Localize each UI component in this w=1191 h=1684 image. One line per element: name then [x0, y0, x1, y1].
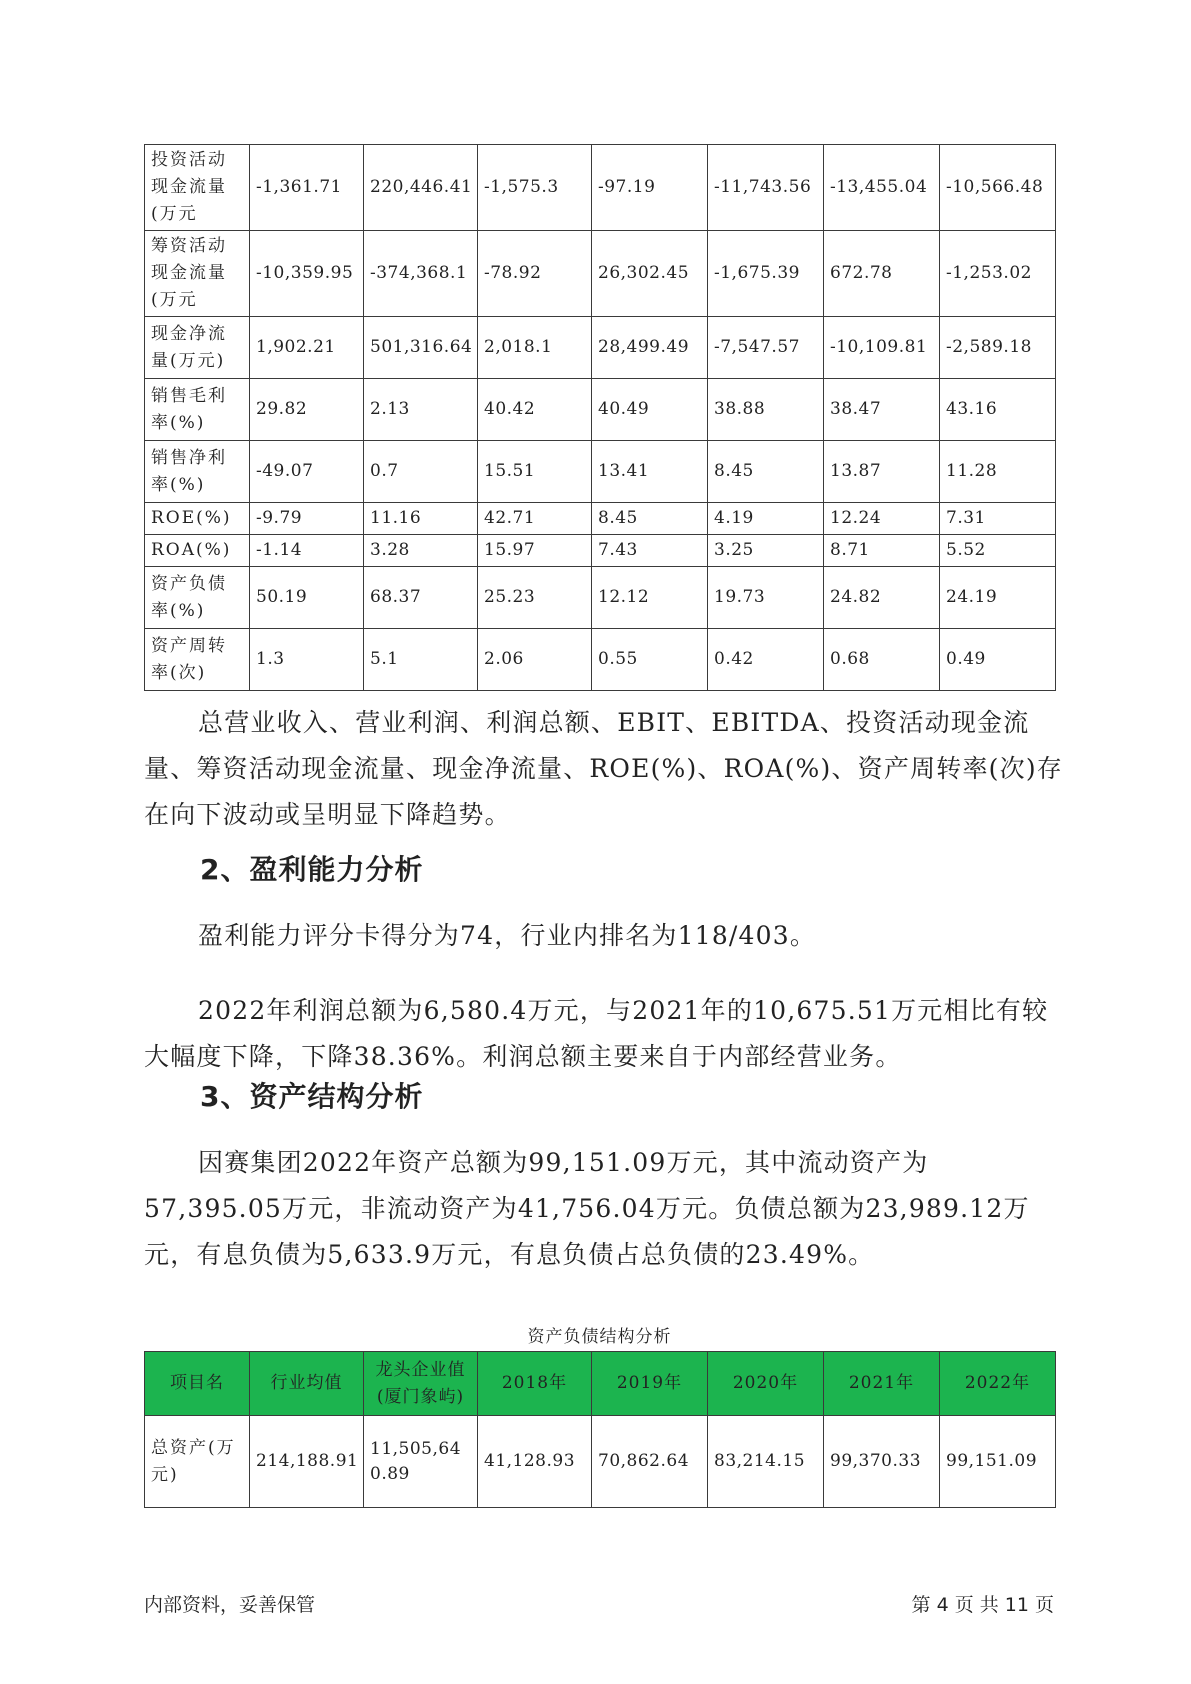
cell-value: 99,370.33 [824, 1416, 940, 1508]
metric-value: 19.73 [708, 567, 824, 629]
metrics-row [145, 317, 1056, 379]
column-header: 2021年 [824, 1352, 940, 1416]
profit-total-text: 2022年利润总额为6,580.4万元，与2021年的10,675.51万元相比有较大幅度下降，下降38.36%。利润总额主要来自于内部经营业务。 [144, 996, 1049, 1071]
metric-value: 8.45 [708, 441, 824, 503]
metric-value: 68.37 [364, 567, 478, 629]
trend-paragraph [144, 700, 1064, 838]
metric-value: 1.3 [250, 629, 364, 691]
metric-label: ROE(%) [145, 503, 250, 535]
column-header: 项目名 [145, 1352, 250, 1416]
metric-value: 3.28 [364, 535, 478, 567]
metric-value: -7,547.57 [708, 317, 824, 379]
metric-value: -374,368.1 [364, 231, 478, 317]
metric-value: 2,018.1 [478, 317, 592, 379]
column-header: 2018年 [478, 1352, 592, 1416]
metric-value: 42.71 [478, 503, 592, 535]
metric-label: 资产周转率(次) [145, 629, 250, 691]
metric-value: 13.41 [592, 441, 708, 503]
metric-value: -1,675.39 [708, 231, 824, 317]
metric-value: -13,455.04 [824, 145, 940, 231]
footer-confidential-note: 内部资料，妥善保管 [144, 1594, 316, 1616]
metric-value: 0.55 [592, 629, 708, 691]
metric-value: 13.87 [824, 441, 940, 503]
metric-value: 28,499.49 [592, 317, 708, 379]
metric-value: -10,359.95 [250, 231, 364, 317]
metrics-row [145, 379, 1056, 441]
metric-label: 投资活动现金流量(万元 [145, 145, 250, 231]
table-caption: 资产负债结构分析 [527, 1327, 672, 1347]
metric-value: 0.7 [364, 441, 478, 503]
metric-value: 24.82 [824, 567, 940, 629]
section-heading-asset-structure: 3、资产结构分析 [200, 1080, 424, 1113]
metric-value: 15.51 [478, 441, 592, 503]
cell-value: 41,128.93 [478, 1416, 592, 1508]
column-header: 2019年 [592, 1352, 708, 1416]
metrics-row [145, 503, 1056, 535]
metric-value: 43.16 [940, 379, 1056, 441]
metric-value: 8.45 [592, 503, 708, 535]
metric-value: 7.43 [592, 535, 708, 567]
metrics-row [145, 629, 1056, 691]
table-header-row [145, 1352, 1056, 1416]
profitability-score-paragraph [144, 913, 1064, 959]
column-header: 龙头企业值(厦门象屿) [364, 1352, 478, 1416]
metrics-row [145, 145, 1056, 231]
asset-structure-paragraph [144, 1140, 1064, 1278]
balance-structure-table [144, 1351, 1056, 1508]
metric-value: -1,575.3 [478, 145, 592, 231]
profit-total-paragraph [144, 988, 1064, 1080]
metric-value: 0.49 [940, 629, 1056, 691]
cell-value: 83,214.15 [708, 1416, 824, 1508]
metric-value: -9.79 [250, 503, 364, 535]
cell-value: 214,188.91 [250, 1416, 364, 1508]
metrics-row [145, 535, 1056, 567]
metric-value: 26,302.45 [592, 231, 708, 317]
metric-value: -2,589.18 [940, 317, 1056, 379]
metric-value: 15.97 [478, 535, 592, 567]
metric-value: 220,446.41 [364, 145, 478, 231]
metric-label: 销售净利率(%) [145, 441, 250, 503]
metric-value: -10,566.48 [940, 145, 1056, 231]
column-header: 2022年 [940, 1352, 1056, 1416]
metric-value: 0.68 [824, 629, 940, 691]
metric-value: -78.92 [478, 231, 592, 317]
metric-value: 3.25 [708, 535, 824, 567]
column-header: 行业均值 [250, 1352, 364, 1416]
metric-value: 2.13 [364, 379, 478, 441]
metric-value: 4.19 [708, 503, 824, 535]
metric-value: -49.07 [250, 441, 364, 503]
metric-value: -1.14 [250, 535, 364, 567]
metric-value: 5.52 [940, 535, 1056, 567]
metrics-row [145, 567, 1056, 629]
metric-label: 销售毛利率(%) [145, 379, 250, 441]
metric-label: 现金净流量(万元) [145, 317, 250, 379]
metrics-row [145, 231, 1056, 317]
metric-value: -97.19 [592, 145, 708, 231]
metric-value: 5.1 [364, 629, 478, 691]
metric-value: 24.19 [940, 567, 1056, 629]
metric-value: 8.71 [824, 535, 940, 567]
metric-value: -1,253.02 [940, 231, 1056, 317]
cell-value: 11,505,640.89 [364, 1416, 478, 1508]
metric-value: 1,902.21 [250, 317, 364, 379]
footer-page-number: 第 4 页 共 11 页 [911, 1594, 1054, 1616]
metric-value: 40.42 [478, 379, 592, 441]
column-header: 2020年 [708, 1352, 824, 1416]
metric-value: 40.49 [592, 379, 708, 441]
metric-value: 672.78 [824, 231, 940, 317]
row-label: 总资产(万元) [145, 1416, 250, 1508]
metric-value: -10,109.81 [824, 317, 940, 379]
metric-value: 38.88 [708, 379, 824, 441]
cell-value: 70,862.64 [592, 1416, 708, 1508]
metric-value: 29.82 [250, 379, 364, 441]
metric-label: 筹资活动现金流量(万元 [145, 231, 250, 317]
section-heading-profitability: 2、盈利能力分析 [200, 853, 424, 886]
metric-value: 50.19 [250, 567, 364, 629]
financial-metrics-table [144, 144, 1056, 691]
metric-value: -1,361.71 [250, 145, 364, 231]
cell-value: 99,151.09 [940, 1416, 1056, 1508]
metric-value: 11.16 [364, 503, 478, 535]
metric-label: ROA(%) [145, 535, 250, 567]
balance-row [145, 1416, 1056, 1508]
metric-value: -11,743.56 [708, 145, 824, 231]
metric-value: 501,316.64 [364, 317, 478, 379]
profitability-score-text: 盈利能力评分卡得分为74，行业内排名为118/403。 [198, 921, 817, 950]
metric-value: 11.28 [940, 441, 1056, 503]
trend-paragraph-text: 总营业收入、营业利润、利润总额、EBIT、EBITDA、投资活动现金流量、筹资活动现金流量、现金净流量、ROE(%)、ROA(%)、资产周转率(次)存在向下波动或呈明显下降趋势。 [144, 708, 1063, 829]
balance-structure-table-body [145, 1352, 1056, 1508]
metric-label: 资产负债率(%) [145, 567, 250, 629]
metric-value: 25.23 [478, 567, 592, 629]
financial-metrics-table-body [145, 145, 1056, 691]
metric-value: 12.24 [824, 503, 940, 535]
metric-value: 0.42 [708, 629, 824, 691]
metric-value: 38.47 [824, 379, 940, 441]
metric-value: 12.12 [592, 567, 708, 629]
metric-value: 2.06 [478, 629, 592, 691]
metrics-row [145, 441, 1056, 503]
metric-value: 7.31 [940, 503, 1056, 535]
asset-structure-text: 因赛集团2022年资产总额为99,151.09万元，其中流动资产为57,395.05万元，非流动资产为41,756.04万元。负债总额为23,989.12万元，有息负债为5,633.9万元，有息负债占总负债的23.49%。 [144, 1148, 1030, 1269]
